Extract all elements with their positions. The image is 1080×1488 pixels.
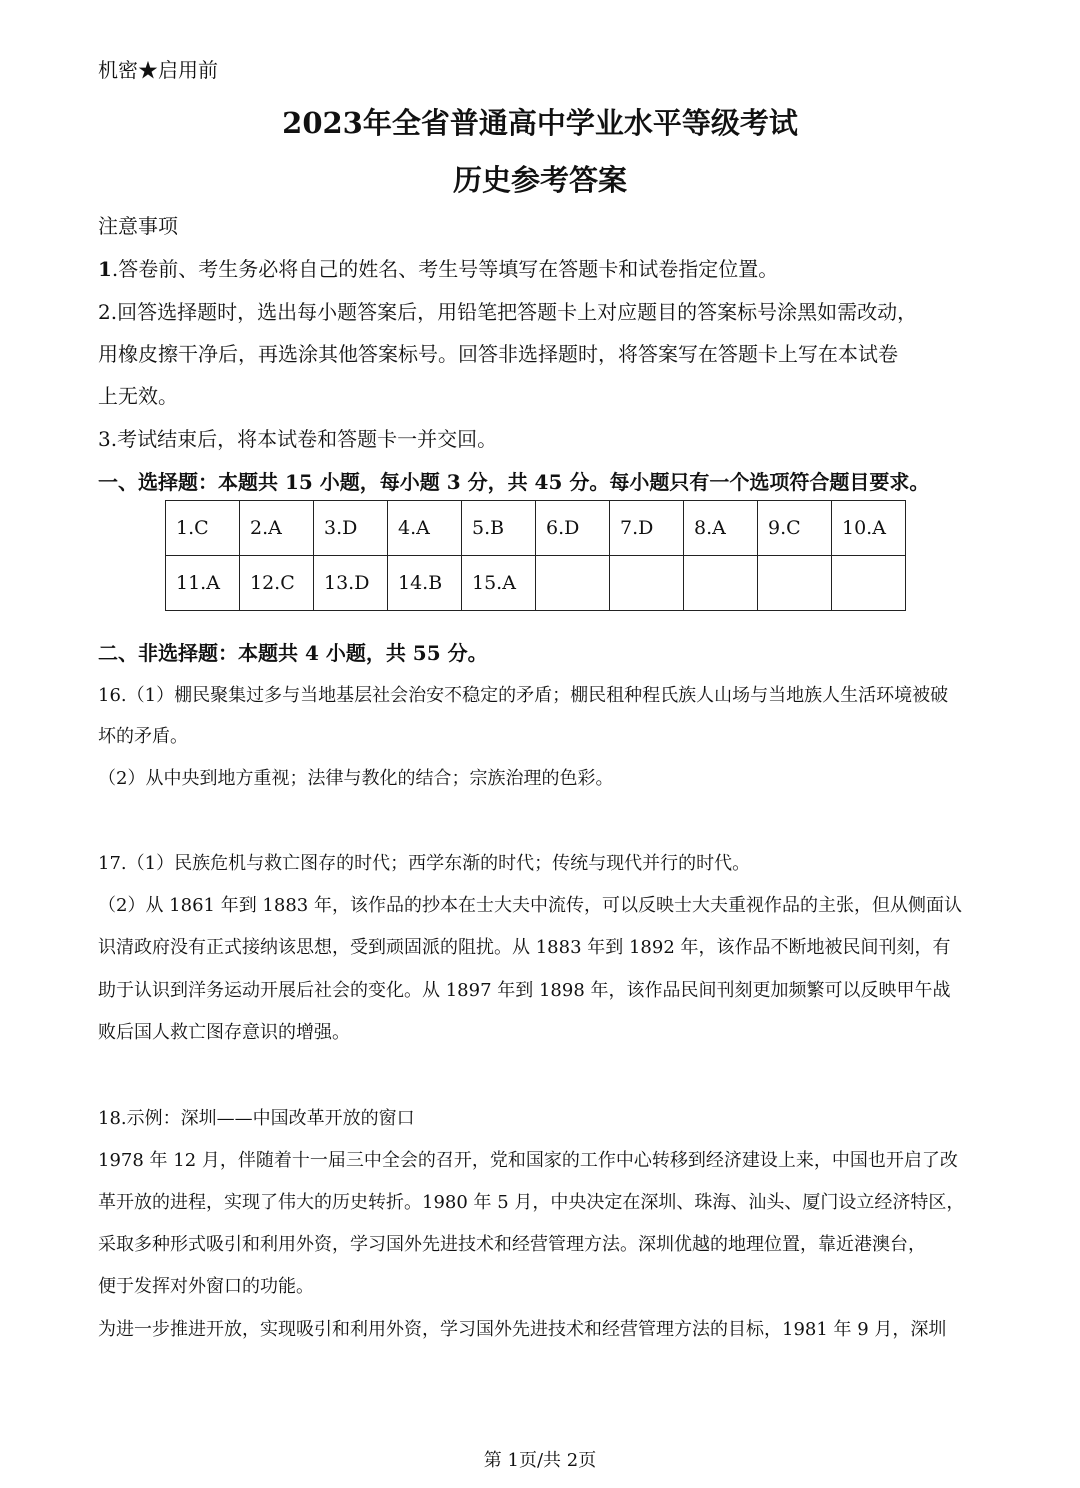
q16-text: （2）从中央到地方重视；法律与教化的结合；宗族治理的色彩。 [98,768,614,789]
q16-text: 坏的矛盾。 [98,726,188,747]
q17-text: （2）从 1861 年到 1883 年，该作品的抄本在士大夫中流传，可以反映士大夫重视作品的主张，但从侧面认 [98,895,962,916]
answer-cell: 3.D [314,501,388,556]
answer-cell: 15.A [462,556,536,611]
answer-cell: 1.C [166,501,240,556]
notice-heading: 注意事项 [98,214,178,238]
answer-cell: 6.D [536,501,610,556]
exam-title: 2023年全省普通高中学业水平等级考试 [282,106,798,140]
q17-text: 败后国人救亡图存意识的增强。 [98,1022,350,1043]
answer-table [165,500,906,611]
notice-line: 2.回答选择题时，选出每小题答案后，用铅笔把答题卡上对应题目的答案标号涂黑如需改动， [98,300,918,324]
section-one-heading: 一、选择题：本题共 15 小题，每小题 3 分，共 45 分。每小题只有一个选项符合题目要求。 [98,470,930,494]
answer-cell [536,556,610,611]
q17-text: 识清政府没有正式接纳该思想，受到顽固派的阻扰。从 1883 年到 1892 年，该作品不断地被民间刊刻，有 [98,937,951,958]
confidential-label: 机密★启用前 [98,58,218,82]
answer-cell: 2.A [240,501,314,556]
answer-cell: 13.D [314,556,388,611]
notice-line: 1.答卷前、考生务必将自己的姓名、考生号等填写在答题卡和试卷指定位置。 [98,257,779,281]
q17-text: 17.（1）民族危机与救亡图存的时代；西学东渐的时代；传统与现代并行的时代。 [98,853,751,874]
q18-text: 为进一步推进开放，实现吸引和利用外资，学习国外先进技术和经营管理方法的目标，1981 年 9 月，深圳 [98,1319,947,1340]
answer-cell: 11.A [166,556,240,611]
notice-line: 3.考试结束后，将本试卷和答题卡一并交回。 [98,427,498,451]
section-two-heading: 二、非选择题：本题共 4 小题，共 55 分。 [98,641,488,665]
answer-row [166,556,906,611]
q18-text: 便于发挥对外窗口的功能。 [98,1276,314,1297]
exam-subtitle: 历史参考答案 [452,163,627,197]
q18-text: 1978 年 12 月，伴随着十一届三中全会的召开，党和国家的工作中心转移到经济建设上来，中国也开启了改 [98,1150,958,1171]
answer-cell [832,556,906,611]
answer-cell: 7.D [610,501,684,556]
page-number: 第 1页/共 2页 [483,1450,597,1471]
answer-cell: 5.B [462,501,536,556]
q18-text: 采取多种形式吸引和利用外资，学习国外先进技术和经营管理方法。深圳优越的地理位置，靠近港澳台， [98,1234,926,1255]
answer-cell: 12.C [240,556,314,611]
answer-cell [684,556,758,611]
answer-cell [610,556,684,611]
notice-line: 上无效。 [98,384,178,408]
answer-cell: 4.A [388,501,462,556]
answer-cell: 14.B [388,556,462,611]
q18-text: 革开放的进程，实现了伟大的历史转折。1980 年 5 月，中央决定在深圳、珠海、汕头、厦门设立经济特区， [98,1192,965,1213]
notice-line: 用橡皮擦干净后，再选涂其他答案标号。回答非选择题时，将答案写在答题卡上写在本试卷 [98,342,898,366]
answer-row [166,501,906,556]
answer-cell: 10.A [832,501,906,556]
q17-text: 助于认识到洋务运动开展后社会的变化。从 1897 年到 1898 年，该作品民间刊刻更加频繁可以反映甲午战 [98,980,951,1001]
answer-cell: 9.C [758,501,832,556]
q16-text: 16.（1）棚民聚集过多与当地基层社会治安不稳定的矛盾；棚民租种程氏族人山场与当地族人生活环境被破 [98,685,949,706]
q18-text: 18.示例：深圳——中国改革开放的窗口 [98,1108,415,1129]
answer-cell: 8.A [684,501,758,556]
answer-cell [758,556,832,611]
